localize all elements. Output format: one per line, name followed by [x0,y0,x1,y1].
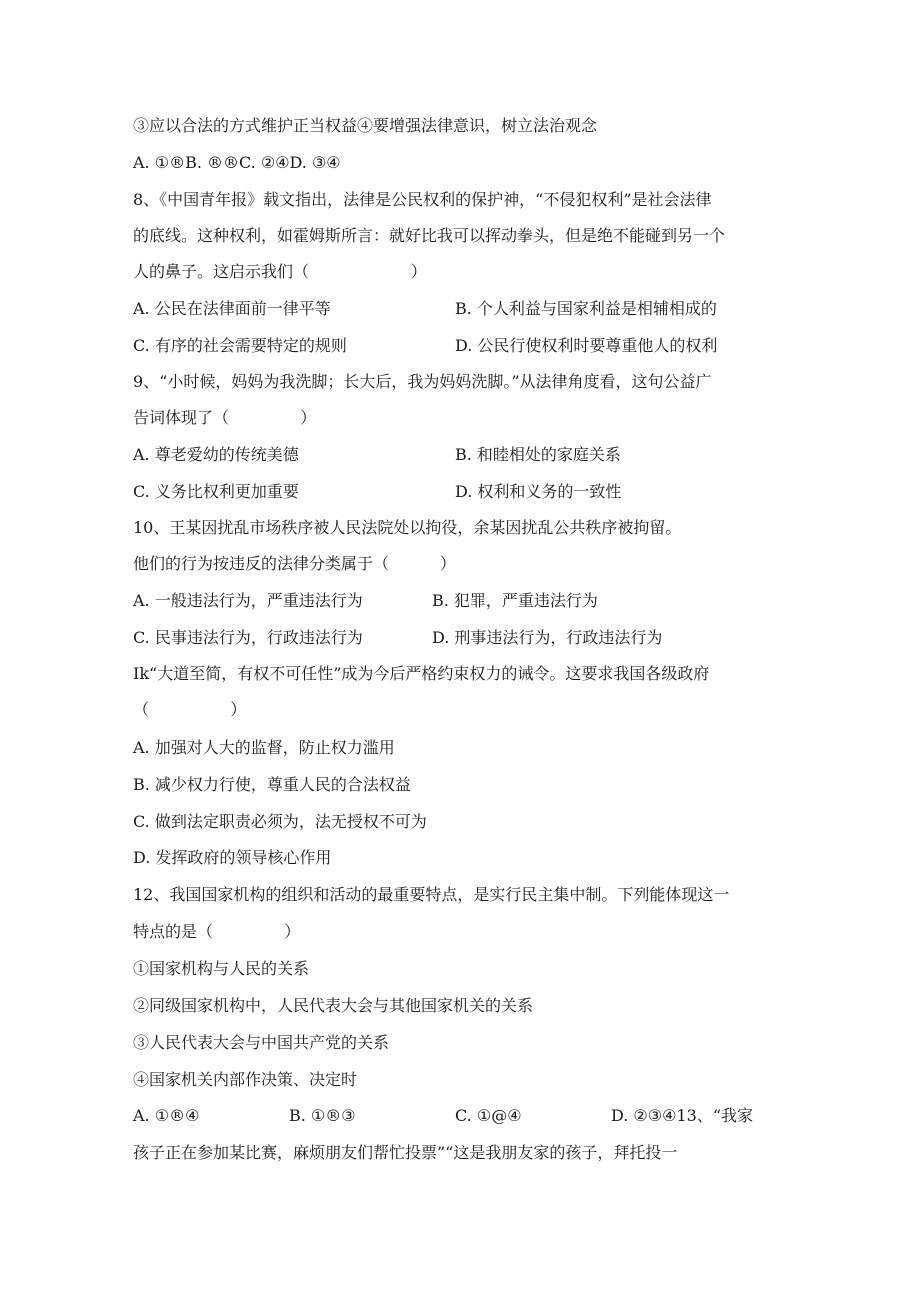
question-9-stem: 告词体现了（ ） [133,408,317,427]
option-d: D. 公民行使权利时要尊重他人的权利 [455,336,718,355]
question-10-stem: 10、王某因扰乱市场秩序被人民法院处以拘役，余某因扰乱公共秩序被拘留。 [133,518,682,537]
statement-1: ①国家机构与人民的关系 [133,959,310,978]
option-a: A. ①®④ [133,1106,200,1125]
statement-2: ②同级国家机构中，人民代表大会与其他国家机关的关系 [133,996,534,1015]
question-11-stem: Ik“大道至简，有权不可任性”成为今后严格约束权力的诫令。这要求我国各级政府 [133,664,710,683]
option-a: A. 尊老爱幼的传统美德 [133,445,299,464]
answer-options: A. ①®B. ®®C. ②④D. ③④ [133,153,341,172]
text-line: ③应以合法的方式维护正当权益④要增强法律意识，树立法治观念 [133,116,598,135]
option-b: B. ①®③ [289,1106,356,1125]
option-a: A. 一般违法行为，严重违法行为 [133,591,363,610]
option-c: C. 做到法定职责必须为，法无授权不可为 [133,812,427,831]
question-8-stem: 人的鼻子。这启示我们（ ） [133,262,427,281]
option-b: B. 犯罪，严重违法行为 [432,591,598,610]
statement-4: ④国家机关内部作决策、决定时 [133,1070,358,1089]
statement-3: ③人民代表大会与中国共产党的关系 [133,1033,390,1052]
option-d: D. 刑事违法行为，行政违法行为 [432,628,663,647]
question-10-stem: 他们的行为按违反的法律分类属于（ ） [133,554,456,573]
option-b: B. 减少权力行使，尊重人民的合法权益 [133,775,411,794]
option-c: C. 义务比权利更加重要 [133,482,299,501]
option-d: D. 权利和义务的一致性 [455,482,622,501]
question-9-stem: 9、“小时候，妈妈为我洗脚；长大后，我为妈妈洗脚。”从法律角度看，这句公益广 [133,372,712,391]
option-c: C. ①@④ [455,1106,522,1125]
question-11-stem: （ ） [133,700,247,719]
option-b: B. 个人利益与国家利益是相辅相成的 [455,299,717,318]
question-12-stem: 特点的是（ ） [133,922,301,941]
question-8-stem: 8、《中国青年报》载文指出，法律是公民权利的保护神，“不侵犯权利”是社会法律 [133,190,712,209]
option-a: A. 加强对人大的监督，防止权力滥用 [133,738,395,757]
question-12-stem: 12、我国国家机构的组织和活动的最重要特点，是实行民主集中制。下列能体现这一 [133,885,730,904]
question-13-stem: 孩子正在参加某比赛，麻烦朋友们帮忙投票”“这是我朋友家的孩子，拜托投一 [133,1143,678,1162]
question-8-stem: 的底线。这种权利，如霍姆斯所言：就好比我可以挥动拳头，但是绝不能碰到另一个 [133,226,726,245]
option-c: C. 民事违法行为，行政违法行为 [133,628,363,647]
option-a: A. 公民在法律面前一律平等 [133,299,331,318]
option-b: B. 和睦相处的家庭关系 [455,445,621,464]
option-c: C. 有序的社会需要特定的规则 [133,336,347,355]
option-d: D. ②③④13、“我家 [611,1106,754,1125]
option-d: D. 发挥政府的领导核心作用 [133,848,332,867]
